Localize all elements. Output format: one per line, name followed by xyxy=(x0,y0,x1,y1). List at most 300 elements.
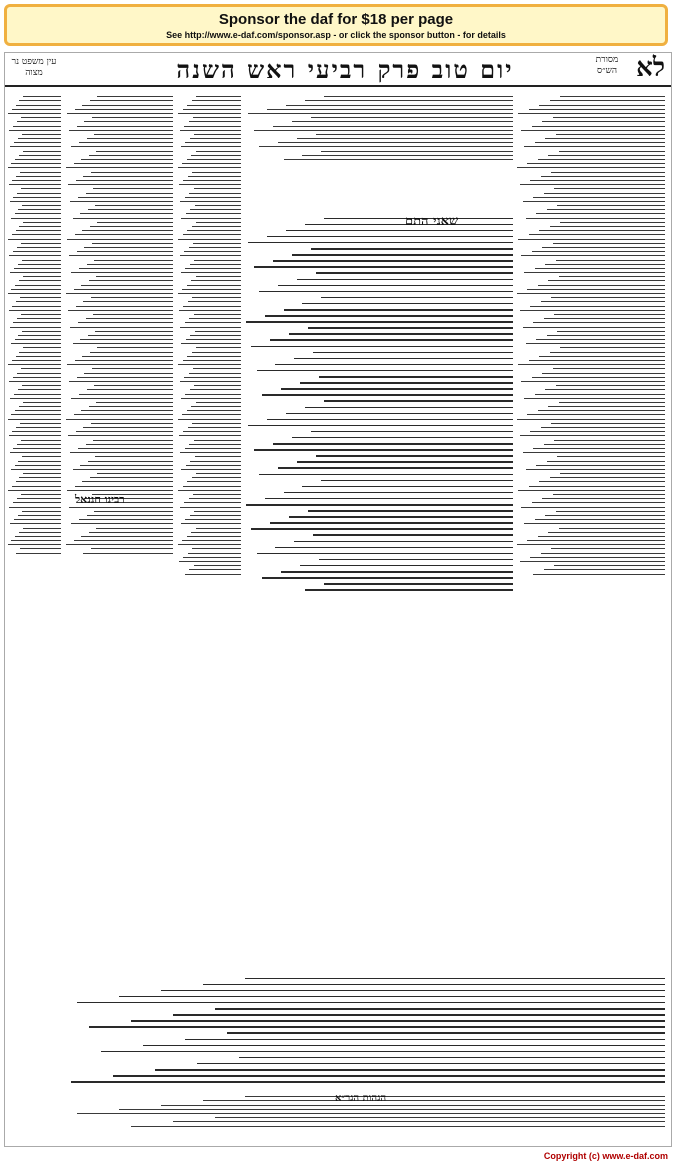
text-line xyxy=(23,347,61,348)
text-line xyxy=(281,388,513,390)
text-line xyxy=(182,540,241,541)
sponsor-banner[interactable] xyxy=(4,4,668,46)
text-line xyxy=(520,184,666,185)
text-line xyxy=(88,461,173,462)
text-line xyxy=(324,96,513,97)
text-line xyxy=(89,155,173,156)
text-line xyxy=(16,481,61,482)
text-line xyxy=(192,172,241,173)
text-line xyxy=(16,427,61,428)
text-line xyxy=(529,486,666,487)
text-line xyxy=(523,201,666,202)
text-line xyxy=(96,402,173,403)
text-line xyxy=(547,335,666,336)
text-line xyxy=(186,465,241,466)
text-line xyxy=(67,239,173,240)
text-line xyxy=(538,159,666,160)
text-line xyxy=(284,492,514,494)
text-line xyxy=(182,163,241,164)
text-line xyxy=(518,113,665,114)
text-line xyxy=(195,456,241,457)
text-line xyxy=(550,352,666,353)
text-line xyxy=(86,193,173,194)
text-line xyxy=(554,314,665,315)
text-line xyxy=(189,247,241,248)
text-line xyxy=(553,117,666,118)
text-line xyxy=(246,321,513,323)
text-line xyxy=(96,528,173,529)
text-line xyxy=(83,427,173,428)
text-line xyxy=(181,343,241,344)
text-line xyxy=(192,423,241,424)
text-line xyxy=(77,377,173,378)
text-line xyxy=(16,553,61,554)
text-line xyxy=(91,172,173,173)
text-line xyxy=(556,134,666,135)
text-line xyxy=(267,109,513,110)
text-line xyxy=(196,276,241,277)
sponsor-title[interactable]: Sponsor the daf for $18 per page xyxy=(218,11,454,28)
text-line xyxy=(184,126,241,127)
text-line xyxy=(17,247,61,248)
text-line xyxy=(19,352,61,353)
text-line xyxy=(554,565,665,566)
text-line xyxy=(10,272,61,273)
text-line xyxy=(86,318,173,319)
text-line xyxy=(560,347,665,348)
text-line xyxy=(92,243,173,244)
text-line xyxy=(191,155,241,156)
text-line xyxy=(248,113,513,114)
text-line xyxy=(21,368,62,369)
text-line xyxy=(324,400,513,402)
text-line xyxy=(545,264,665,265)
text-line xyxy=(191,280,241,281)
text-line xyxy=(11,469,61,470)
rabbeinu-chananel-heading: רבינו חננאל xyxy=(75,493,125,506)
text-line xyxy=(13,502,61,503)
text-line xyxy=(185,268,241,269)
text-line xyxy=(79,394,173,395)
text-line xyxy=(189,193,241,194)
text-line xyxy=(77,126,173,127)
text-line xyxy=(187,410,241,411)
text-line xyxy=(308,327,513,329)
text-line xyxy=(70,201,173,202)
text-line xyxy=(297,461,513,463)
text-line xyxy=(190,264,241,265)
text-line xyxy=(190,335,241,336)
text-line xyxy=(181,218,241,219)
text-line xyxy=(13,251,61,252)
text-line xyxy=(21,117,62,118)
text-line xyxy=(10,201,61,202)
text-line xyxy=(18,138,61,139)
text-line xyxy=(542,121,665,122)
text-line xyxy=(16,356,61,357)
text-line xyxy=(183,109,241,110)
text-line xyxy=(76,180,173,181)
text-line xyxy=(532,126,666,127)
text-line xyxy=(66,419,173,420)
text-line xyxy=(545,515,665,516)
text-line xyxy=(521,255,665,256)
text-line xyxy=(20,423,61,424)
text-line xyxy=(548,532,665,533)
text-line xyxy=(539,481,665,482)
text-line xyxy=(556,260,666,261)
text-line xyxy=(8,364,61,365)
text-line xyxy=(73,469,173,470)
text-line xyxy=(11,414,61,415)
text-line xyxy=(311,117,514,118)
text-line xyxy=(84,121,173,122)
text-line xyxy=(180,452,241,453)
text-line xyxy=(316,134,513,135)
text-line xyxy=(15,159,61,160)
text-line xyxy=(15,465,61,466)
text-line xyxy=(517,293,666,294)
text-line xyxy=(183,557,241,558)
text-line xyxy=(19,532,61,533)
text-line xyxy=(294,541,513,543)
text-line xyxy=(551,423,665,424)
text-line xyxy=(69,507,173,508)
text-line xyxy=(82,230,173,231)
text-line xyxy=(554,188,665,189)
text-line xyxy=(246,504,513,506)
text-line xyxy=(529,360,666,361)
text-line xyxy=(79,142,173,143)
text-line xyxy=(190,389,241,390)
text-line xyxy=(559,151,666,152)
text-line xyxy=(273,260,513,262)
page-title: יום טוב פרק רביעי ראש השנה xyxy=(176,55,514,84)
text-line xyxy=(215,1008,665,1010)
text-line xyxy=(178,239,241,240)
text-line xyxy=(185,197,241,198)
text-line xyxy=(190,209,241,210)
text-line xyxy=(180,201,241,202)
gemara-opening-words: שאני התם xyxy=(405,214,459,229)
text-line xyxy=(78,197,173,198)
text-line xyxy=(75,486,173,487)
text-line xyxy=(90,352,173,353)
text-line xyxy=(551,297,665,298)
text-line xyxy=(560,96,665,97)
text-line xyxy=(530,431,665,432)
text-line xyxy=(12,109,61,110)
text-line xyxy=(95,205,173,206)
text-line xyxy=(305,589,513,591)
text-line xyxy=(239,1057,665,1059)
text-line xyxy=(245,978,665,980)
text-line xyxy=(187,230,241,231)
text-line xyxy=(187,356,241,357)
text-line xyxy=(83,553,173,554)
text-line xyxy=(259,474,513,476)
text-line xyxy=(8,490,61,491)
text-line xyxy=(545,389,665,390)
text-line xyxy=(71,146,173,147)
text-line xyxy=(557,456,665,457)
text-line xyxy=(75,360,173,361)
text-line xyxy=(22,331,61,332)
text-line xyxy=(188,176,241,177)
text-line xyxy=(22,205,61,206)
text-line xyxy=(183,360,241,361)
text-line xyxy=(8,544,61,545)
text-line xyxy=(248,242,513,244)
text-line xyxy=(191,406,241,407)
text-line xyxy=(192,477,241,478)
text-line xyxy=(87,389,173,390)
text-line xyxy=(9,507,61,508)
text-line xyxy=(183,486,241,487)
text-line xyxy=(195,205,241,206)
text-line xyxy=(89,532,173,533)
text-line xyxy=(190,138,241,139)
text-line xyxy=(19,226,61,227)
text-line xyxy=(259,291,513,293)
text-line xyxy=(284,309,514,311)
text-line xyxy=(185,322,241,323)
text-line xyxy=(9,255,61,256)
text-line xyxy=(70,327,173,328)
text-line xyxy=(527,163,665,164)
text-line xyxy=(548,406,665,407)
text-line xyxy=(538,410,666,411)
text-line xyxy=(8,293,61,294)
text-line xyxy=(16,105,61,106)
text-line xyxy=(19,100,61,101)
text-line xyxy=(286,413,513,415)
text-line xyxy=(13,126,61,127)
text-line xyxy=(188,553,241,554)
text-line xyxy=(161,1105,665,1106)
text-line xyxy=(23,151,61,152)
text-line xyxy=(286,105,513,106)
text-line xyxy=(91,297,173,298)
text-line xyxy=(80,339,173,340)
text-line xyxy=(196,528,241,529)
ein-mishpat-column xyxy=(7,93,61,943)
text-line xyxy=(10,523,61,524)
text-line xyxy=(313,352,513,354)
text-line xyxy=(197,1063,665,1065)
text-line xyxy=(273,126,513,127)
text-line xyxy=(550,477,666,478)
text-line xyxy=(297,138,513,139)
text-line xyxy=(541,176,666,177)
text-line xyxy=(155,1069,665,1071)
gra-notes-heading: הגהות הגר״א xyxy=(335,1093,387,1104)
text-line xyxy=(319,559,513,561)
text-line xyxy=(553,368,666,369)
text-line xyxy=(81,285,173,286)
text-line xyxy=(189,121,241,122)
text-line xyxy=(289,333,513,335)
copyright-notice[interactable]: Copyright (c) www.e-daf.com xyxy=(543,1151,668,1161)
text-line xyxy=(179,435,241,436)
text-line xyxy=(14,519,61,520)
text-line xyxy=(530,557,665,558)
text-line xyxy=(13,197,61,198)
text-line xyxy=(530,180,665,181)
text-line xyxy=(215,1117,665,1118)
text-line xyxy=(517,419,666,420)
text-line xyxy=(94,260,173,261)
text-line xyxy=(82,105,173,106)
text-line xyxy=(119,1109,665,1110)
text-line xyxy=(66,544,173,545)
text-line xyxy=(245,1096,665,1097)
text-line xyxy=(188,427,241,428)
text-line xyxy=(300,382,513,384)
text-line xyxy=(192,352,241,353)
text-line xyxy=(87,264,173,265)
text-line xyxy=(185,142,241,143)
text-line xyxy=(74,163,173,164)
text-line xyxy=(194,134,241,135)
text-line xyxy=(179,310,241,311)
text-line xyxy=(81,159,173,160)
text-line xyxy=(178,113,241,114)
text-line xyxy=(10,398,61,399)
text-line xyxy=(183,180,241,181)
text-line xyxy=(12,234,61,235)
text-line xyxy=(518,364,665,365)
text-line xyxy=(84,247,173,248)
text-line xyxy=(311,431,514,433)
rashi-column xyxy=(515,93,665,943)
text-line xyxy=(181,146,241,147)
text-line xyxy=(11,540,61,541)
text-line xyxy=(321,297,513,299)
text-line xyxy=(305,407,513,409)
text-line xyxy=(86,444,173,445)
text-line xyxy=(183,234,241,235)
daf-number: לא xyxy=(636,53,665,83)
text-line xyxy=(161,990,665,992)
text-line xyxy=(270,522,513,524)
text-line xyxy=(180,507,241,508)
text-line xyxy=(542,373,665,374)
text-line xyxy=(15,213,61,214)
text-line xyxy=(530,306,665,307)
text-line xyxy=(548,155,665,156)
text-line xyxy=(87,138,173,139)
text-line xyxy=(14,394,61,395)
text-line xyxy=(196,96,241,97)
text-line xyxy=(75,109,173,110)
text-line xyxy=(173,1014,665,1016)
text-line xyxy=(180,255,241,256)
text-line xyxy=(15,410,61,411)
text-line xyxy=(94,385,173,386)
text-line xyxy=(84,373,173,374)
text-line xyxy=(18,264,61,265)
text-line xyxy=(535,394,666,395)
text-line xyxy=(542,247,665,248)
text-line xyxy=(96,151,173,152)
text-line xyxy=(292,437,513,439)
text-line xyxy=(542,498,665,499)
page-header xyxy=(5,53,671,87)
text-line xyxy=(324,583,513,585)
text-line xyxy=(321,480,513,482)
text-line xyxy=(257,370,514,372)
text-line xyxy=(184,502,241,503)
text-line xyxy=(178,364,241,365)
text-line xyxy=(286,230,513,232)
text-line xyxy=(559,276,666,277)
text-line xyxy=(68,310,173,311)
text-line xyxy=(79,519,173,520)
text-line xyxy=(275,364,513,366)
text-line xyxy=(178,293,241,294)
text-line xyxy=(93,440,173,441)
text-line xyxy=(19,155,61,156)
text-line xyxy=(524,398,665,399)
text-line xyxy=(189,318,241,319)
text-line xyxy=(70,452,173,453)
text-line xyxy=(535,142,666,143)
text-line xyxy=(541,427,666,428)
text-line xyxy=(189,569,241,570)
mesoret-label: מסורת הש״ס xyxy=(595,55,619,76)
text-line xyxy=(547,209,666,210)
text-line xyxy=(23,528,61,529)
sponsor-subtitle[interactable]: See http://www.e-daf.com/sponsor.asp - or click the sponsor button - for details xyxy=(166,30,506,40)
text-line xyxy=(535,519,666,520)
text-line xyxy=(192,226,241,227)
text-line xyxy=(262,577,513,579)
text-line xyxy=(251,528,513,530)
text-line xyxy=(294,358,513,360)
text-line xyxy=(17,498,61,499)
text-line xyxy=(18,335,61,336)
text-line xyxy=(178,490,241,491)
text-line xyxy=(17,444,61,445)
text-line xyxy=(89,406,173,407)
text-line xyxy=(267,419,513,421)
text-line xyxy=(524,146,665,147)
text-line xyxy=(196,473,241,474)
text-line xyxy=(80,213,173,214)
text-line xyxy=(69,381,173,382)
text-line xyxy=(23,96,61,97)
text-line xyxy=(517,167,666,168)
text-line xyxy=(74,414,173,415)
text-line xyxy=(11,218,61,219)
text-line xyxy=(551,172,665,173)
text-line xyxy=(22,385,61,386)
text-line xyxy=(9,184,61,185)
text-line xyxy=(289,516,513,518)
text-line xyxy=(548,280,665,281)
text-line xyxy=(278,142,513,143)
text-line xyxy=(196,151,241,152)
text-line xyxy=(532,251,666,252)
text-line xyxy=(75,234,173,235)
text-line xyxy=(181,523,241,524)
text-line xyxy=(319,376,513,378)
text-line xyxy=(259,146,513,147)
text-line xyxy=(178,544,241,545)
text-line xyxy=(532,377,666,378)
text-line xyxy=(71,272,173,273)
